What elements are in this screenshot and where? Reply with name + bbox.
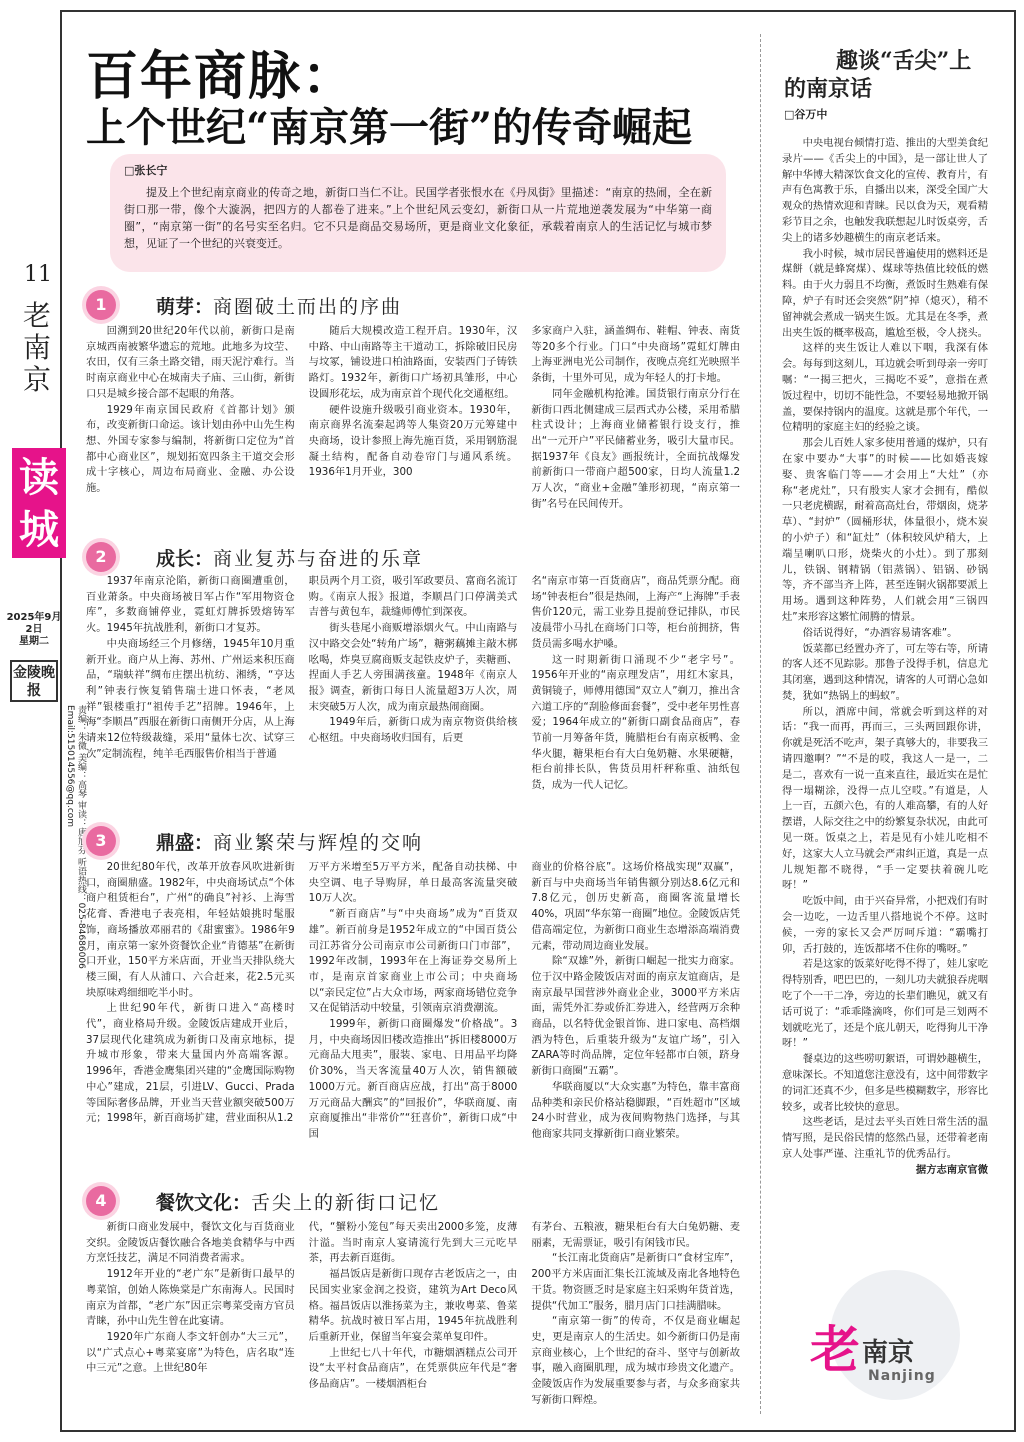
- paragraph: 随后大规模改造工程开启。1930年，汉中路、中山南路等主干道动工，拆除破旧民房与坟冢，铺设进口柏油路面，安装西门子铸铁路灯。1932年，新街口广场初具雏形，中心设圆形花坛，成为南京首个现代化交通枢纽。: [308, 325, 518, 400]
- paragraph: 俗话说得好，“办酒容易请客难”。: [802, 626, 958, 639]
- logo-nanjing-characters: 南京: [862, 1338, 915, 1368]
- text-column: [309, 324, 518, 516]
- side-article-source: 据方志南京官微: [915, 1163, 988, 1176]
- paragraph: 中央电视台倾情打造、推出的大型美食纪录片——《舌尖上的中国》，是一部让世人了解中华博大精深饮食文化的宣传、教育片，有声有色寓教于乐，自播出以来，深受全国广大观众的热情欢迎和青睐。民以食为天，观看精彩节目之余，也触发我联想起儿时饭桌旁，舌尖上的诸多妙趣横生的南京老话来。: [782, 137, 988, 244]
- read-city-badge: 读城: [12, 448, 66, 558]
- issue-date: [6, 612, 62, 648]
- section-title-sub: 舌尖上的新街口记忆: [251, 1192, 441, 1214]
- paragraph: 那会儿百姓人家多使用普通的煤炉，只有在家中要办“大事”的时候——比如婚丧嫁娶、贵客临门等——才会用上“大灶”（亦称“老虎灶”，只有殷实人家才会拥有，酷似一只老虎横踞，耐着高高灶台，带烟囱，烧茅草）、“封炉”（圆桶形状，体量很小，烧木炭的小炉子）和“缸灶”（体积较风炉稍大，上端呈喇叭口形，烧柴火的小灶）。到了那刻儿，铁锅、钢精锅（铝蒸锅）、铝锅、砂锅等，齐不部当齐上阵，甚至连铜火锅都要派上用场。遇到这种阵势，人们就会用“三锅四灶”来形容这繁忙闹腾的情景。: [782, 437, 988, 623]
- paragraph: 所以，酒席中间，常就会听到这样的对话：“我一而再，再而三，三头两回跟你讲，你就是死活不吃声，架子真够大的，非要我三请四邀啊？”“不是的哎，我这人一是一，二是二，喜欢有一说一直来直往，最近实在是忙得一塌糊涂，没得一点儿空哎。”有道是，人上一百，五颜六色，有的人难高攀，有的人好摆谱，人际交往之中的纷繁复杂状况，由此可见一斑。饭桌之上，若是见有小娃儿吃相不好，这家大人立马就会严肃纠正道，真是一点儿规矩都不晓得，“手一定要扶着碗儿吃呀！”: [782, 705, 988, 892]
- logo-lao-character: 老: [810, 1320, 860, 1379]
- paragraph: 上世纪七八十年代，市糖烟酒糕点公司开设“太平村食品商店”，在凭票供应年代是“奢侈品商店”。一楼烟酒柜台: [308, 1346, 518, 1391]
- article-author: □张长宁: [124, 164, 168, 177]
- section-2-body: [86, 574, 740, 804]
- intro-box: [110, 154, 726, 272]
- side-article-title-line1: 趣谈“舌尖”上: [836, 48, 972, 74]
- paragraph: 万平方米增至5万平方米，配备自动扶梯、中央空调、电子导购屏，单日最高客流量突破10万人次。: [308, 861, 518, 905]
- section-number-badge: 2: [86, 542, 116, 572]
- paragraph: 硬件设施升级吸引商业资本。1930年，南京商界名流秦起鸿等人集资20万元筹建中央商场，设计参照上海先施百货，采用钢筋混凝土结构，配备自动卷帘门与通风系统。1936年1月开业，300: [308, 403, 518, 479]
- section-title-main: 鼎盛：: [156, 832, 214, 854]
- old-nanjing-logo: [800, 1270, 990, 1420]
- paragraph: “南京第一街”的传奇，不仅是商业崛起史，更是南京人的生活史。如今新街口仍是南京商业核心，上个世纪的奋斗、坚守与创新故事，融入商圈肌理，成为城市珍贵文化遗产。金陵饭店作为发展重要参与者，与众多商家共写新街口辉煌。: [531, 1315, 741, 1406]
- section-2-header: [86, 542, 746, 576]
- paragraph: 餐桌边的这些唠叨絮语，可谓妙趣横生，意味深长。不知道您注意没有，这中间带数字的词汇还真不少，但多是些模糊数字，形容比较多，或者比较快的意思。: [782, 1053, 988, 1113]
- section-3-header: [86, 826, 746, 860]
- section-title-main: 餐饮文化：: [156, 1192, 252, 1214]
- text-column: [309, 860, 518, 1166]
- headline-line2: 上个世纪“南京第一街”的传奇崛起: [86, 104, 693, 151]
- section-title: [156, 292, 402, 319]
- text-column: [86, 1220, 295, 1416]
- paragraph: 同年金融机构抢滩。国货银行南京分行在新街口西北侧建成三层西式办公楼，采用希腊柱式设计；上海商业储蓄银行设支行，推出“一元开户”平民储蓄业务，吸引大量市民。据1937年《良友》画报统计，全面抗战爆发前新街口一带商户超500家，日均人流量1.2万人次，“商业+金融”雏形初现，“南京第一街”名号在民间传开。: [531, 387, 741, 510]
- section-title-main: 成长：: [156, 548, 214, 570]
- section-4-body: [86, 1220, 740, 1416]
- paragraph: “长江南北货商店”是新街口“食材宝库”，200平方米店面汇集长江流域及南北各地特色干货。物资匮乏时是家庭主妇采购年货首选，提供“代加工”服务，腊月店门口挂满腊味。: [531, 1252, 741, 1312]
- page-number: 11: [24, 262, 52, 287]
- section-title: [156, 1188, 440, 1215]
- paragraph: 除“双雄”外，新街口崛起一批实力商家。位于汉中路金陵饭店对面的南京友谊商店，是南京最早国营涉外商业企业，3000平方米店面，需凭外汇券或侨汇券进入，经营两万余种商品，以名特优金银首饰、进口家电、高档烟酒为特色，后重装升级为“友谊广场”，引入ZARA等时尚品牌，定位年轻都市白领，跻身新街口商圈“五霸”。: [531, 955, 741, 1078]
- section-4-header: [86, 1186, 746, 1220]
- section-3-body: [86, 860, 740, 1166]
- side-article-title-line2: 的南京话: [784, 76, 873, 102]
- text-column: [86, 574, 295, 804]
- paper-logo: 金陵晚报: [10, 660, 58, 702]
- text-column: [531, 574, 740, 804]
- paragraph: 饭菜都已经置办齐了，可左等右等，所请的客人还不见踪影。那鲁子没得手机，信息尤其闭塞，遇到这种情况，请客的人可谓心急如焚，犹如“热锅上的蚂蚁”。: [782, 642, 988, 702]
- logo-english-text: Nanjing: [868, 1368, 936, 1384]
- paragraph: 职员两个月工资，吸引军政要员、富商名流订购。《南京人报》报道，李顺昌门口停满美式吉普与黄包车，裁缝师傅忙到深夜。: [308, 575, 518, 619]
- paragraph: 新街口商业发展中，餐饮文化与百货商业交织。金陵饭店餐饮融合各地美食精华与中西方烹饪技艺，满足不同消费者需求。: [86, 1221, 295, 1265]
- paragraph: 这些老话，是过去平头百姓日常生活的温情写照，是民俗民情的悠然凸显，还带着老南京人处事严谨、注重礼节的优秀品行。: [782, 1116, 988, 1160]
- paragraph: 我小时候，城市居民普遍使用的燃料还是煤餅（就是蜂窝煤）、煤球等热值比较低的燃料。由于火力弱且不均衡，煮饭时生熟难有保障，炉子有时还会突然“阴”掉（熄灭），稍不留神就会煮成一锅夹生饭。尤其是在冬季，煮出夹生饭的概率极高，尴尬至极，令人挠头。: [782, 247, 988, 339]
- text-column: [531, 1220, 740, 1416]
- text-column: [309, 1220, 518, 1416]
- section-number-badge: 1: [86, 290, 116, 320]
- left-sidebar: [0, 0, 86, 1442]
- section-1-header: [86, 290, 746, 324]
- column-title: 老南京: [22, 299, 51, 396]
- paragraph: 华联商厦以“大众实惠”为特色，靠丰富商品种类和亲民价格站稳脚跟，“百姓超市”区域24小时营业，成为夜间购物热门选择，与其他商家共同支撑新街口商业繁荣。: [531, 1080, 741, 1140]
- text-column: [309, 574, 518, 804]
- paragraph: 20世纪80年代，改革开放春风吹进新街口，商圈鼎盛。1982年，中央商场试点“个体商户租赁柜台”，广州“的确良”衬衫、上海雪花膏、香港电子表亮相，年轻姑娘挑时髦服饰，商场播放邓丽君的《甜蜜蜜》。1986年9月，南京第一家外资餐饮企业“肯德基”在新街口开业，150平方米店面，开业当天排队绕大楼三圈，有人从浦口、六合赶来，花2.5元买块原味鸡细细吃半小时。: [86, 861, 295, 999]
- paragraph: 1949年后，新街口成为南京物资供给核心枢纽。中央商场收归国有，后更: [308, 716, 518, 745]
- paragraph: 这样的夹生饭让人难以下咽，我深有体会。每每到这刻儿，耳边就会听到母亲一旁叮嘱：“一揭三把火，三揭吃不妥”，意指在煮饭过程中，切切不能性急，不要轻易地掀开锅盖，要保持锅内的温度。这就是那个年代，一位精明的家庭主妇的经验之谈。: [782, 342, 988, 434]
- paragraph: “新百商店”与“中央商场”成为“百货双雄”。新百前身是1952年成立的“中国百货公司江苏省分公司南京市公司新街口门市部”，1992年改制，1993年在上海证券交易所上市，是南京首家商业上市公司；中央商场以“亲民定位”占大众市场，两家商场错位竞争又在促销活动中较量，引领南京消费潮流。: [308, 908, 518, 1015]
- section-number-badge: 4: [86, 1186, 116, 1216]
- side-article-body: [782, 136, 988, 1260]
- date-text: 2025年9月2日: [6, 612, 62, 635]
- section-title-main: 萌芽：: [156, 296, 214, 318]
- editor-credits: 责编：朱微 美编：高琴 审读：唐旭芬 听语热线：025-84686006 Email:515014556@qq.com: [65, 705, 86, 969]
- intro-text: 提及上个世纪南京商业的传奇之地，新街口当仁不让。民国学者张恨水在《丹凤街》里描述：“南京的热闹，全在新街口那一带，像个大漩涡，把四方的人都卷了进来。”上个世纪风云变幻，新街口从一片荒地逆袭发展为“中华第一商圈”，“南京第一街”的名号实至名归。它不只是商品交易场所，更是商业文化象征，承载着南京人的生活记忆与城市梦想，见证了一个世纪的兴衰变迁。: [124, 186, 712, 250]
- section-title-sub: 商业繁荣与辉煌的交响: [213, 832, 424, 854]
- paragraph: 代，“蟹粉小笼包”每天卖出2000多笼，皮薄汁溢。当时南京人宴请流行先到大三元吃早茶，再去新百逛街。: [308, 1221, 518, 1265]
- side-article-author: □谷万中: [784, 108, 828, 121]
- paragraph: 中央商场经三个月修缮，1945年10月重新开业。商户从上海、苏州、广州运来积压商品，“瑞蚨祥”绸布庄摆出杭纺、湘绣，“亨达利”钟表行恢复销售瑞士进口怀表，“老凤祥”银楼重打“祖传手艺”招牌。1946年，上海“李顺昌”西服在新街口南侧开分店，从上海请来12位特级裁缝，采用“量体七次、试穿三次”定制流程，纯羊毛西服售价相当于普通: [86, 637, 295, 760]
- section-title: [156, 544, 423, 571]
- section-1-body: [86, 324, 740, 516]
- text-column: [86, 324, 295, 516]
- section-number-badge: 3: [86, 826, 116, 856]
- weekday-text: 星期二: [19, 636, 49, 647]
- paragraph: 1999年，新街口商圈爆发“价格战”。3月，中央商场因旧楼改造推出“拆旧楼8000万元商品大甩卖”，服装、家电、日用品平均降价30%，当天客流量40万人次，销售额破1000万元。新百商店应战，打出“高于8000万元商品大酬宾”的“回报价”，华联商厦、南京商厦推出“非常价”“狂喜价”，新街口成“中国: [308, 1018, 518, 1140]
- section-title-sub: 商业复苏与奋进的乐章: [213, 548, 424, 570]
- paragraph: 1920年广东商人李文轩创办“大三元”，以“广式点心+粤菜宴席”为特色，店名取“连中三元”之意。上世纪80年: [86, 1330, 295, 1375]
- paragraph: 有茅台、五粮液，糖果柜台有大白兔奶糖、麦丽素，无需票证，吸引有闲钱市民。: [531, 1221, 741, 1249]
- paragraph: 1937年南京沦陷，新街口商圈遭重创，百业萧条。中央商场被日军占作“军用物资仓库”，多数商铺停业，霓虹灯牌拆毁熔铸军火。1945年抗战胜利，新街口才复苏。: [86, 575, 295, 635]
- paragraph: 街头巷尾小商贩增添烟火气。中山南路与汉中路交会处“转角广场”，糖粥藕摊主敲木梆吆喝，炸臭豆腐商贩支起铁皮炉子，卖糖画、捏面人手艺人旁围满孩童。1948年《南京人报》调查，新街口每日人流量超3万人次，周末突破5万人次，成为南京最热闹商圈。: [308, 622, 518, 713]
- paragraph: 名“南京市第一百货商店”，商品凭票分配。商场“钟表柜台”很是热闹，上海产“上海牌”手表售价120元，需工业券且提前登记排队，市民凌晨带小马扎在商场门口等，柜台前拥挤，售货员需多喝水护嗓。: [531, 575, 741, 650]
- paragraph: 福昌饭店是新街口现存古老饭店之一，由民国实业家金润之投资，建筑为Art Deco风格。福昌饭店以淮扬菜为主，兼收粤菜、鲁菜精华。抗战时被日军占用，1945年抗战胜利后重新开业，保留当年宴会菜单复印件。: [308, 1268, 518, 1343]
- text-column: [531, 860, 740, 1166]
- text-column: [531, 324, 740, 516]
- paragraph: 多家商户入驻，涵盖绸布、鞋帽、钟表、南货等20多个行业。门口“中央商场”霓虹灯牌由上海亚洲电光公司制作，夜晚点亮红光映照半条街，十里外可见，成为年轻人的打卡地。: [531, 325, 741, 385]
- text-column: [86, 860, 295, 1166]
- paragraph: 这一时期新街口涌现不少“老字号”。1956年开业的“南京理发店”，用红木家具，黄铜镜子，师傅用德国“双立人”剃刀，推出含六道工序的“刮脸修面套餐”，受中老年男性喜爱；1964年成立的“新街口副食品商店”，春节前一月筹备年货，腌腊柜台有南京板鸭、金华火腿，糖果柜台有大白兔奶糖、水果硬糖，柜台前排长队，售货员用杆秤称重、油纸包货，成为一代人记忆。: [531, 653, 741, 792]
- section-title-sub: 商圈破土而出的序曲: [213, 296, 403, 318]
- section-title: [156, 828, 423, 855]
- paragraph: 1929年南京国民政府《首都计划》颁布，改变新街口命运。该计划由孙中山先生构想、外国专家参与编制，将新街口定位为“首都中心商业区”，规划拓宽四条主干道交会形成十字核心，周边布局商业、金融、办公设施。: [86, 403, 295, 495]
- paragraph: 商业的价格谷底”。这场价格战实现“双赢”，新百与中央商场当年销售额分别达8.6亿元和7.8亿元，创历史新高，商圈客流量增长40%，巩固“华东第一商圈”地位。金陵饭店凭借高端定位，为新街口商业生态增添高端消费元素，带动周边商业发展。: [531, 861, 741, 952]
- paragraph: 1912年开业的“老广东”是新街口最早的粤菜馆，创始人陈焕棠是广东南海人。民国时南京为首都，“老广东”因正宗粤菜受南方官员青睐，孙中山先生曾在此宴请。: [86, 1268, 295, 1328]
- column-divider: [760, 34, 761, 1414]
- paragraph: 吃饭中间，由于兴奋异常，小把戏们有时会一边吃，一边舌里八搭地说个不停。这时候，一旁的家长又会严厉呵斥道：“霸嘴打卯，舌打鼓的，连饭都堵不住你的嘴呀。”: [782, 895, 988, 955]
- paragraph: 回溯到20世纪20年代以前，新街口是南京城西南被繁华遗忘的荒地。此地多为坟茔、农田，仅有三条土路交错，雨天泥泞难行。当时南京商业中心在城南夫子庙、三山街，新街口只是城乡接合部不起眼的角落。: [86, 325, 295, 400]
- paragraph: 上世纪90年代，新街口进入“高楼时代”，商业格局升级。金陵饭店建成开业后，37层现代化建筑成为新街口及南京地标，提升城市形象，带来大量国内外高端客源。1996年，香港金鹰集团兴建的“金鹰国际购物中心”建成，21层，引进LV、Gucci、Prada等国际奢侈品牌，开业当天营业额突破500万元；1998年，新百商场扩建，营业面积从1.2: [86, 1002, 295, 1125]
- paragraph: 若是这家的饭菜好吃得不得了，娃儿家吃得特别香，吧巴巴的，一刻儿功夫就狼吞虎咽吃了个一干二净，旁边的长辈们瞧见，就又有话可说了：“乖乖隆滴咚，你们可是三划两不划就吃光了，还是个底儿朝天，吃得狗儿干净呀！”: [782, 958, 988, 1050]
- headline-line1: 百年商脉：: [86, 46, 357, 107]
